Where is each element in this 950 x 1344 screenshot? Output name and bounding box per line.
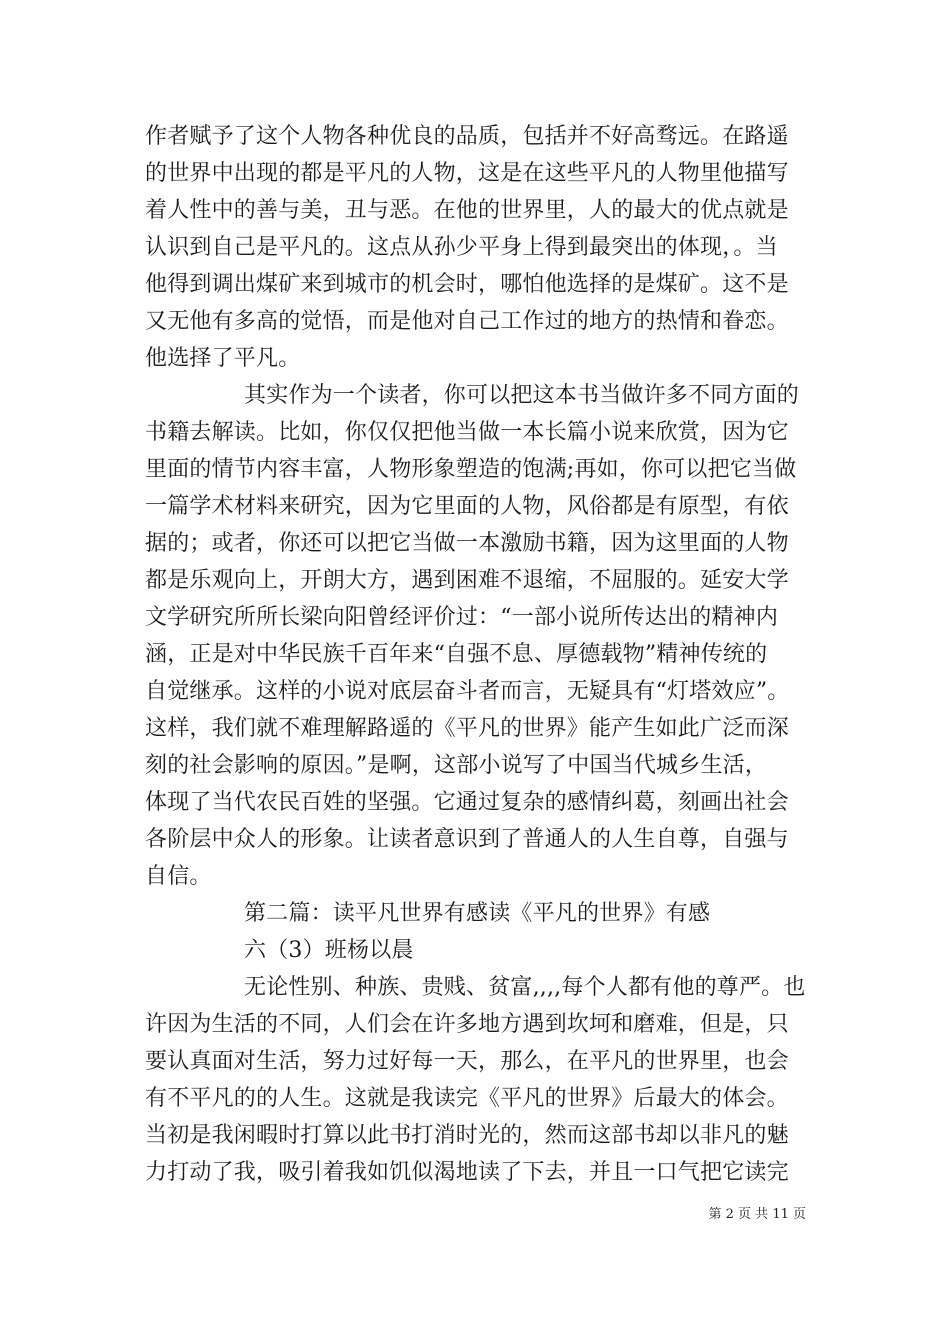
text-line: 一篇学术材料来研究，因为它里面的人物，风俗都是有原型，有依 [145,494,789,519]
text-line: 涵，正是对中华民族千百年来“自强不息、厚德载物”精神传统的 [145,642,768,667]
text-line: 认识到自己是平凡的。这点从孙少平身上得到最突出的体现，。当 [145,235,778,260]
body-text [145,118,810,1191]
text-line: 都是乐观向上，开朗大方，遇到困难不退缩，不屈服的。延安大学 [145,568,789,593]
text-line: 着人性中的善与美，丑与恶。在他的世界里，人的最大的优点就是 [145,198,789,223]
text-line: 力打动了我，吸引着我如饥似渴地读了下去，并且一口气把它读完 [145,1160,789,1185]
author-line: 六（3）班杨以晨 [244,938,414,963]
text-line: 他选择了平凡。 [145,346,301,371]
text-line: 他得到调出煤矿来到城市的机会时，哪怕他选择的是煤矿。这不是 [145,272,789,297]
text-line: 各阶层中众人的形象。让读者意识到了普通人的人生自尊，自强与 [145,827,789,852]
text-line: 文学研究所所长梁向阳曾经评价过：“一部小说所传达出的精神内 [145,605,779,630]
text-line: 自觉继承。这样的小说对底层奋斗者而言，无疑具有“灯塔效应”。 [145,679,790,704]
section-heading: 第二篇：读平凡世界有感读《平凡的世界》有感 [244,901,711,926]
text-line: 的世界中出现的都是平凡的人物，这是在这些平凡的人物里他描写 [145,161,789,186]
text-line: 当初是我闲暇时打算以此书打消时光的，然而这部书却以非凡的魅 [145,1123,789,1148]
text-line: 许因为生活的不同，人们会在许多地方遇到坎坷和磨难，但是，只 [145,1012,789,1037]
text-line: 有不平凡的的人生。这就是我读完《平凡的世界》后最大的体会。 [145,1086,789,1111]
text-line: 作者赋予了这个人物各种优良的品质，包括并不好高骛远。在路遥 [145,124,789,149]
paragraph-first-line: 无论性别、种族、贵贱、贫富,,,,每个人都有他的尊严。也 [244,975,806,1000]
text-line: 又无他有多高的觉悟，而是他对自己工作过的地方的热情和眷恋。 [145,309,789,334]
text-line: 据的；或者，你还可以把它当做一本激励书籍，因为这里面的人物 [145,531,789,556]
text-line: 里面的情节内容丰富，人物形象塑造的饱满;再如，你可以把它当做 [145,457,797,482]
text-line: 这样，我们就不难理解路遥的《平凡的世界》能产生如此广泛而深 [145,716,789,741]
text-line: 刻的社会影响的原因。”是啊，这部小说写了中国当代城乡生活， [145,753,768,778]
text-line: 体现了当代农民百姓的坚强。它通过复杂的感情纠葛，刻画出社会 [145,790,789,815]
page-number: 第 2 页 共 11 页 [708,1207,806,1222]
paragraph-first-line: 其实作为一个读者，你可以把这本书当做许多不同方面的 [244,383,800,408]
text-line: 书籍去解读。比如，你仅仅把他当做一本长篇小说来欣赏，因为它 [145,420,789,445]
text-line: 自信。 [145,864,212,889]
text-line: 要认真面对生活，努力过好每一天，那么，在平凡的世界里，也会 [145,1049,789,1074]
